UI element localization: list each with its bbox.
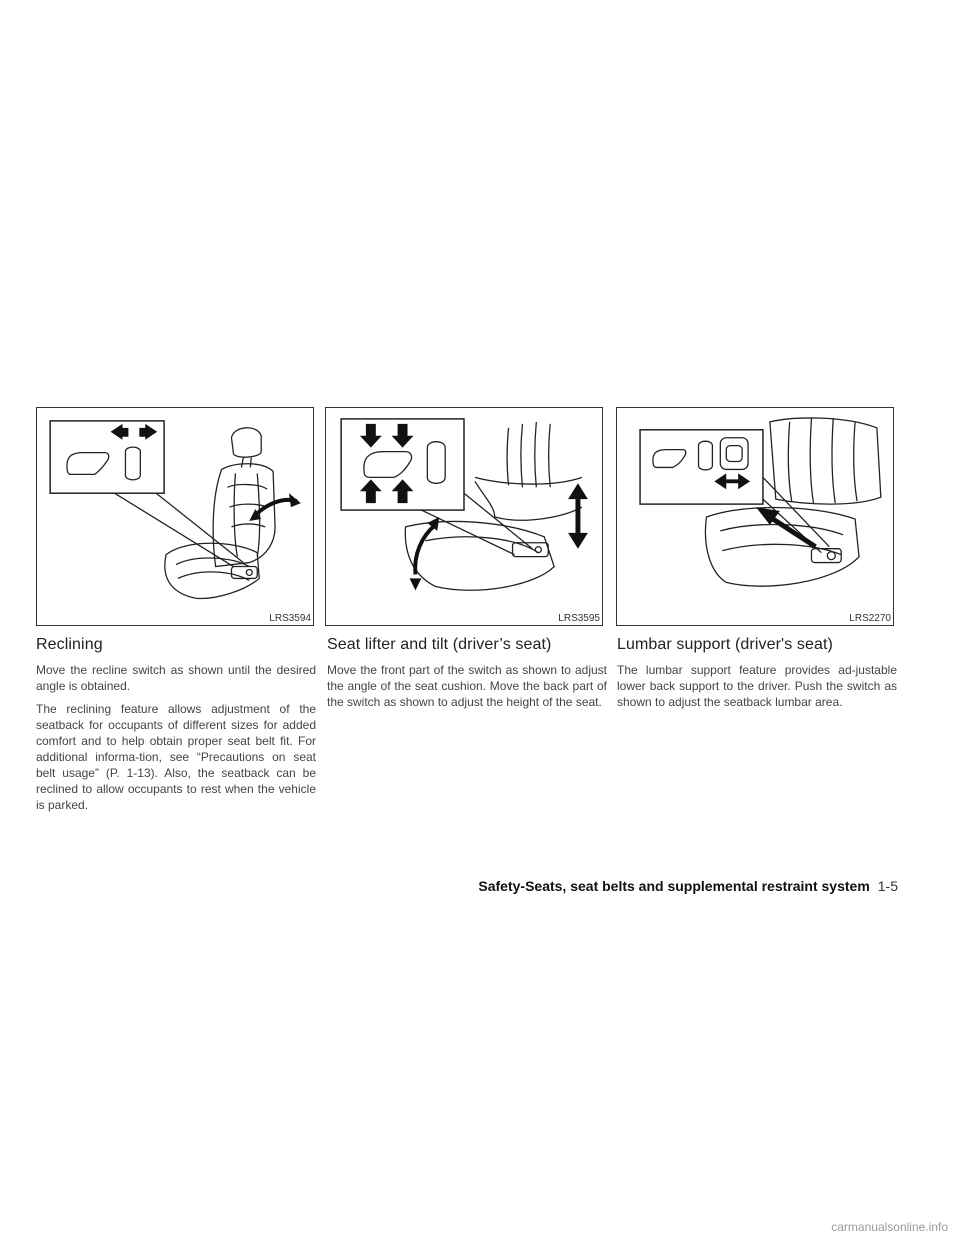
- section-heading: Seat lifter and tilt (driver’s seat): [327, 636, 552, 653]
- arrow-vertical-icon: [568, 483, 588, 499]
- figure-lumbar: [616, 407, 894, 626]
- recline-arrow-icon: [289, 493, 301, 507]
- lumbar-illustration: [617, 408, 893, 625]
- reclining-seat-illustration: [37, 408, 313, 625]
- paragraph: Move the recline switch as shown until the desired angle is obtained.: [36, 663, 316, 693]
- figure-seat-lifter: [325, 407, 603, 626]
- section-heading: Reclining: [36, 636, 103, 653]
- watermark-link[interactable]: carmanualsonline.info: [831, 1220, 948, 1234]
- section-lumbar: [617, 636, 897, 717]
- figure-reclining: [36, 407, 314, 626]
- paragraph: The lumbar support feature provides ad-justable lower back support to the driver. Push the switch as shown to adjust the seatback lumbar area.: [617, 663, 897, 709]
- seat-lifter-illustration: [326, 408, 602, 625]
- page-number: 1-5: [877, 878, 898, 894]
- figure-code: LRS3595: [558, 613, 600, 624]
- paragraph: The reclining feature allows adjustment of the seatback for occupants of different sizes for added comfort and to help obtain proper seat belt fit. For additional informa-tion, see “Precautions on seat belt usage” (P. 1-13). Also, the seatback can be reclined to allow occupants to rest when the vehicle is parked.: [36, 702, 316, 812]
- paragraph: Move the front part of the switch as shown to adjust the angle of the seat cushion. Move the back part of the switch as shown to adjust the height of the seat.: [327, 663, 607, 709]
- section-reclining: [36, 636, 316, 820]
- figure-code: LRS2270: [849, 613, 891, 624]
- page-footer: [478, 878, 898, 894]
- section-heading: Lumbar support (driver's seat): [617, 636, 833, 653]
- chapter-title: Safety-Seats, seat belts and supplemental restraint system: [478, 878, 870, 894]
- section-seat-lifter: [327, 636, 607, 717]
- figure-code: LRS3594: [269, 613, 311, 624]
